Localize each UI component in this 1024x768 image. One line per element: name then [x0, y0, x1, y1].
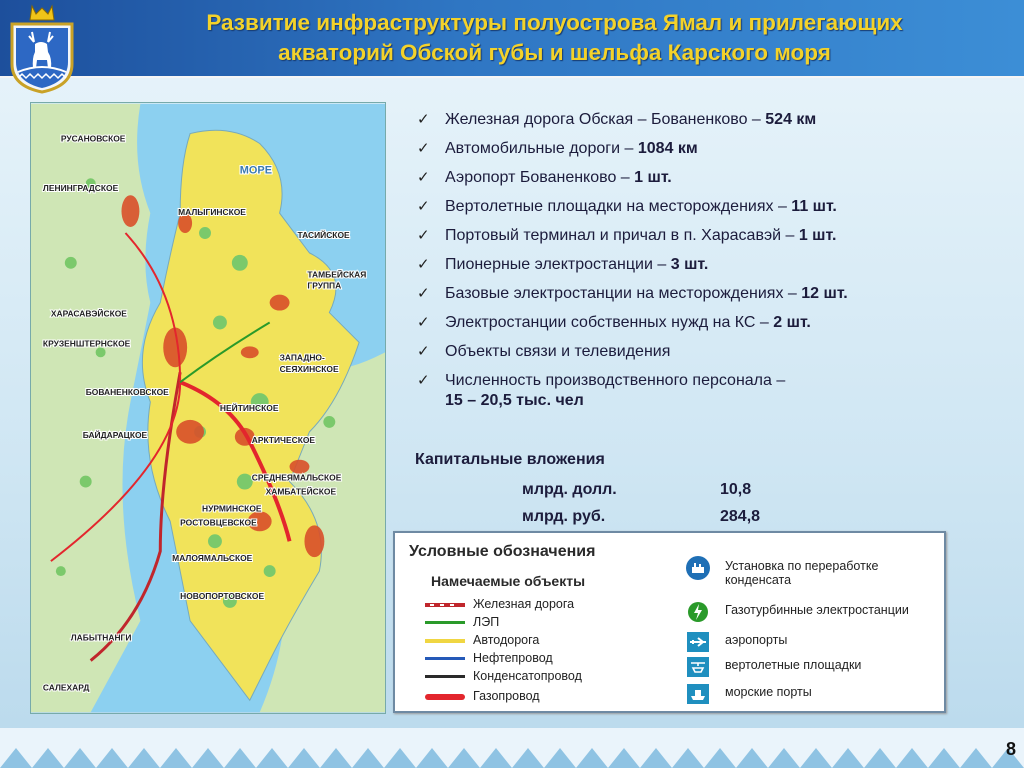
list-item: ✓ Автомобильные дороги – 1084 км: [417, 140, 698, 157]
list-item: ✓ Аэропорт Бованенково – 1 шт.: [417, 169, 672, 186]
infrastructure-facts-list: [415, 110, 975, 420]
slide-title-line2: акваторий Обской губы и шельфа Карского моря: [278, 40, 831, 65]
helipad-icon: [685, 654, 711, 680]
map-label: КРУЗЕНШТЕРНСКОЕ: [42, 338, 131, 349]
condensate-plant-icon: [685, 555, 711, 581]
map-legend: Условные обозначения Намечаемые объекты Железная дорога ЛЭП Автодорога Нефтепровод Конденсатопровод Газопровод Установка по переработке конденсата Газотурбинные электростанции аэропорты вертолетные площадки морские порты: [393, 531, 946, 713]
gas-pipeline-icon: [425, 694, 465, 700]
list-item: ✓ Объекты связи и телевидения: [417, 343, 671, 360]
map-label: ТАСИЙСКОЕ: [297, 229, 350, 240]
map-label: НУРМИНСКОЕ: [202, 503, 262, 514]
checkmark-icon: ✓: [417, 111, 430, 128]
map-label: РОСТОВЦЕВСКОЕ: [180, 517, 257, 528]
capital-investment-row: млрд. руб. 284,8: [522, 508, 761, 525]
map-label: СЕЯХИНСКОЕ: [279, 364, 339, 375]
road-line-icon: [425, 639, 465, 643]
page-number: 8: [1005, 739, 1016, 759]
map-label: ГРУППА: [307, 280, 342, 291]
slide-title-line1: Развитие инфраструктуры полуострова Ямал и прилегающих: [206, 10, 903, 35]
checkmark-icon: ✓: [417, 169, 430, 186]
checkmark-icon: ✓: [417, 285, 430, 302]
list-item: ✓ Базовые электростанции на месторождениях – 12 шт.: [417, 285, 848, 302]
capital-investment: [415, 451, 935, 531]
oil-pipeline-icon: [425, 657, 465, 660]
map-label: ЛАБЫТНАНГИ: [70, 632, 132, 643]
yamal-coat-of-arms-icon: [4, 2, 80, 94]
map-label: СРЕДНЕЯМАЛЬСКОЕ: [251, 472, 342, 483]
list-item: ✓ Численность производственного персонала – 15 – 20,5 тыс. чел: [417, 372, 786, 409]
capital-investment-heading: Капитальные вложения: [415, 451, 605, 468]
checkmark-icon: ✓: [417, 343, 430, 360]
railway-line-icon: [425, 600, 465, 610]
list-item: ✓ Железная дорога Обская – Бованенково – 524 км: [417, 111, 817, 128]
slide-title: [95, 8, 1014, 68]
list-item: ✓ Пионерные электростанции – 3 шт.: [417, 256, 709, 273]
capital-investment-row: млрд. долл. 10,8: [522, 481, 752, 498]
map-label: МАЛЫГИНСКОЕ: [178, 207, 246, 218]
legend-title: Условные обозначения: [409, 543, 596, 560]
map-label: ТАМБЕЙСКАЯ: [307, 269, 367, 280]
yamal-infrastructure-map: [30, 102, 386, 714]
title-bar: [0, 0, 1024, 78]
checkmark-icon: ✓: [417, 140, 430, 157]
list-item: ✓ Электростанции собственных нужд на КС – 2 шт.: [417, 314, 811, 331]
checkmark-icon: ✓: [417, 227, 430, 244]
ornament-band: [0, 728, 1024, 768]
list-item: ✓ Портовый терминал и причал в п. Харасавэй – 1 шт.: [417, 227, 837, 244]
map-label: ХАМБАТЕЙСКОЕ: [265, 486, 337, 497]
condensate-pipeline-icon: [425, 675, 465, 678]
checkmark-icon: ✓: [417, 256, 430, 273]
map-label: ЗАПАДНО-: [279, 352, 325, 363]
map-label: БАЙДАРАЦКОЕ: [82, 429, 148, 440]
list-item: ✓ Вертолетные площадки на месторождениях – 11 шт.: [417, 198, 837, 215]
map-label: САЛЕХАРД: [42, 682, 90, 693]
map-label: МОРЕ: [239, 164, 272, 177]
map-label: НЕЙТИНСКОЕ: [219, 402, 279, 413]
airport-icon: [685, 629, 711, 655]
map-label: НОВОПОРТОВСКОЕ: [180, 590, 265, 601]
map-label: ХАРАСАВЭЙСКОЕ: [50, 308, 127, 319]
checkmark-icon: ✓: [417, 198, 430, 215]
seaport-icon: [685, 681, 711, 707]
map-label: ЛЕНИНГРАДСКОЕ: [42, 183, 119, 194]
checkmark-icon: ✓: [417, 372, 430, 389]
ornament-pattern-icon: [0, 728, 1024, 768]
map-label: БОВАНЕНКОВСКОЕ: [85, 387, 169, 398]
legend-subtitle: Намечаемые объекты: [431, 573, 586, 589]
map-label: МАЛОЯМАЛЬСКОЕ: [172, 553, 253, 564]
checkmark-icon: ✓: [417, 314, 430, 331]
map-label: РУСАНОВСКОЕ: [60, 133, 126, 144]
power-plant-icon: [685, 599, 711, 625]
map-label: АРКТИЧЕСКОЕ: [251, 434, 316, 445]
power-line-icon: [425, 621, 465, 624]
